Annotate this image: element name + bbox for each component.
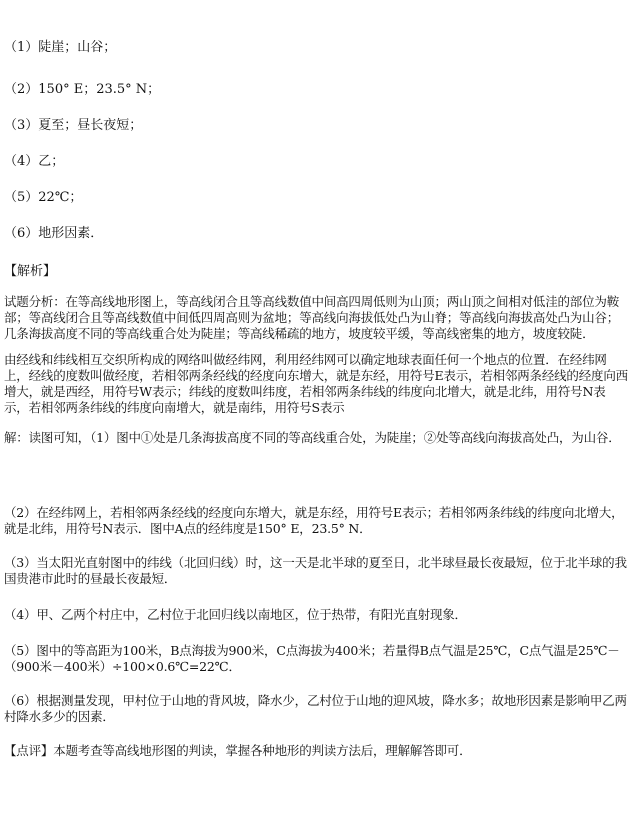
answer-5: （5）22℃； bbox=[4, 190, 83, 205]
answer-3: （3）夏至；昼长夜短； bbox=[4, 118, 143, 133]
solution-paragraph-2: （2）在经纬网上，若相邻两条经线的经度向东增大，就是东经，用符号E表示；若相邻两条纬线的纬度向北增大，就是北纬，用符号N表示．图中A点的经纬度是150° E，23.5° N． bbox=[4, 505, 624, 536]
solution-paragraph-4: （4）甲、乙两个村庄中，乙村位于北回归线以南地区，位于热带，有阳光直射现象． bbox=[4, 607, 467, 622]
solution-paragraph-6: （6）根据测量发现，甲村位于山地的背风坡，降水少，乙村位于山地的迎风坡，降水多；故地形因素是影响甲乙两村降水多少的因素． bbox=[4, 693, 627, 724]
answer-1: （1）陡崖；山谷； bbox=[4, 40, 117, 55]
solution-paragraph-3: （3）当太阳光直射图中的纬线（北回归线）时，这一天是北半球的夏至日，北半球昼最长夜最短，位于北半球的我国贵港市此时的昼最长夜最短． bbox=[4, 555, 627, 586]
solution-paragraph-5: （5）图中的等高距为100米，B点海拔为900米，C点海拔为400米；若量得B点气温是25℃，C点气温是25℃－（900米－400米）÷100×0.6℃=22℃． bbox=[4, 643, 620, 674]
answer-6: （6）地形因素． bbox=[4, 226, 104, 241]
analysis-heading: 【解析】 bbox=[4, 264, 57, 279]
comment-paragraph: 【点评】本题考查等高线地形图的判读，掌握各种地形的判读方法后，理解解答即可． bbox=[4, 743, 472, 758]
answer-2: （2）150° E；23.5° N； bbox=[4, 82, 161, 97]
analysis-paragraph-contour: 试题分析：在等高线地形图上，等高线闭合且等高线数值中间高四周低则为山顶；两山顶之间相对低洼的部位为鞍部；等高线闭合且等高线数值中间低四周高则为盆地；等高线向海拔低处凸为山脊；等高线向海拔高处凸为山谷；几条海拔高度不同的等高线重合处为陡崖；等高线稀疏的地方，坡度较平缓，等高线密集的地方，坡度较陡． bbox=[4, 294, 620, 341]
answer-4: （4）乙； bbox=[4, 154, 65, 169]
solution-paragraph-1: 解：读图可知，（1）图中①处是几条海拔高度不同的等高线重合处，为陡崖；②处等高线向海拔高处凸，为山谷． bbox=[4, 430, 621, 445]
analysis-paragraph-graticule: 由经线和纬线相互交织所构成的网络叫做经纬网，利用经纬网可以确定地球表面任何一个地点的位置．在经纬网上，经线的度数叫做经度，若相邻两条经线的经度向东增大，就是东经，用符号E表示，若相邻两条经线的经度向西增大，就是西经，用符号W表示；纬线的度数叫纬度，若相邻两条纬线的纬度向北增大，就是北纬，用符号N表示，若相邻两条纬线的纬度向南增大，就是南纬，用符号S表示 bbox=[4, 352, 628, 415]
